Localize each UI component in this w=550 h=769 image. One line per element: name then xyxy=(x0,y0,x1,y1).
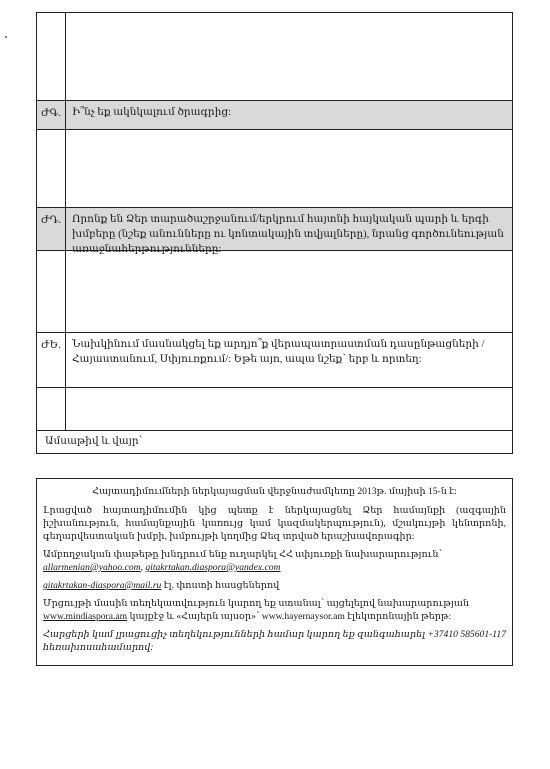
question-row-zhd xyxy=(37,207,512,255)
questionnaire-table xyxy=(36,12,513,454)
email-link-3[interactable]: gitakrtakan-diaspora@mail.ru xyxy=(43,580,162,591)
submission-notice xyxy=(36,478,513,666)
question-row-zhg xyxy=(37,100,512,129)
question-code: ԺԵ. xyxy=(37,333,66,387)
answer-field[interactable] xyxy=(66,388,512,430)
question-text: Որոնք են Ձեր տարածաշրջանում/երկրում հայտնի հայկական պարի և երգի խմբերը (նշեք անունները ու կոնտակային տվյալները), նրանց գործունեության առաջնահերթությունները: xyxy=(66,208,512,250)
answer-area-previous xyxy=(37,13,512,100)
info-lead: Մրցույթի մասին տեղեկատվություն կարող եք ստանալ՝ այցելելով նախարարության xyxy=(43,598,470,609)
email-separator: , xyxy=(140,562,146,573)
answer-area-zhd xyxy=(37,250,512,332)
answer-field[interactable] xyxy=(66,130,512,207)
send-instructions xyxy=(43,548,506,574)
question-text: Ի՞նչ եք ակնկալում ծրագրից: xyxy=(66,101,512,129)
contact-phone-text: Հարցերի կամ լրացուցիչ տեղեկությունների համար կարող եք զանգահարել +37410 585601-117 հեռախոսահամարով: xyxy=(43,629,506,653)
answer-field[interactable] xyxy=(66,251,512,332)
scan-mark xyxy=(5,36,7,38)
code-cell xyxy=(37,130,66,207)
email-link-1[interactable]: allarmenian@yahoo.com xyxy=(43,562,141,573)
email-tail-text: էլ. փոստի հասցեներով xyxy=(161,580,280,591)
info-tail: կայքէջ և «Հայերն այսօր»՝ www.hayernaysor.am էլեկտրոնային թերթ: xyxy=(127,611,452,622)
answer-field[interactable] xyxy=(66,13,512,100)
info-text xyxy=(43,597,506,623)
question-code: ԺԴ. xyxy=(37,208,66,250)
answer-area-zhe xyxy=(37,387,512,430)
question-row-zhe xyxy=(37,332,512,387)
question-code: ԺԳ. xyxy=(37,101,66,129)
date-place-label: Ամսաթիվ և վայր՝ xyxy=(45,436,143,447)
code-cell xyxy=(37,13,66,100)
code-cell xyxy=(37,388,66,430)
deadline-text: Հայտադիմումների ներկայացման վերջնաժամկետը 2013թ. մայիսի 15-ն է: xyxy=(92,486,457,497)
answer-area-zhg xyxy=(37,129,512,207)
send-text: Ամբողջական փաթեթը խնդրում ենք ուղարկել ՀՀ սփյուռքի նախարարություն՝ xyxy=(43,549,442,560)
code-cell xyxy=(37,251,66,332)
question-text: Նախկինում մասնակցել եք արդյո՞ք վերապատրաստման դասընթացների /Հայաստանում, Սփյուռքում/: Եթե այո, ապա նշեք՝ երբ և որտեղ: xyxy=(66,333,512,387)
site-link[interactable]: www.mindiaspora.am xyxy=(43,611,128,622)
date-place-row xyxy=(37,430,512,453)
email-line xyxy=(43,579,506,592)
attachment-text: Լրացված հայտադիմումին կից պետք է ներկայացնել Ձեր համայնքի (ազգային իշխանություն, համայնքային կառույց կամ կազմակերպություն), մշակույթի կենտրոնի, գեղարվեստական խմբի, խմբույթի կողմից Ձեզ տրված երաշխավորագիր: xyxy=(43,505,506,542)
email-link-2[interactable]: gitakrtakan.diaspora@yandex.com xyxy=(145,562,281,573)
